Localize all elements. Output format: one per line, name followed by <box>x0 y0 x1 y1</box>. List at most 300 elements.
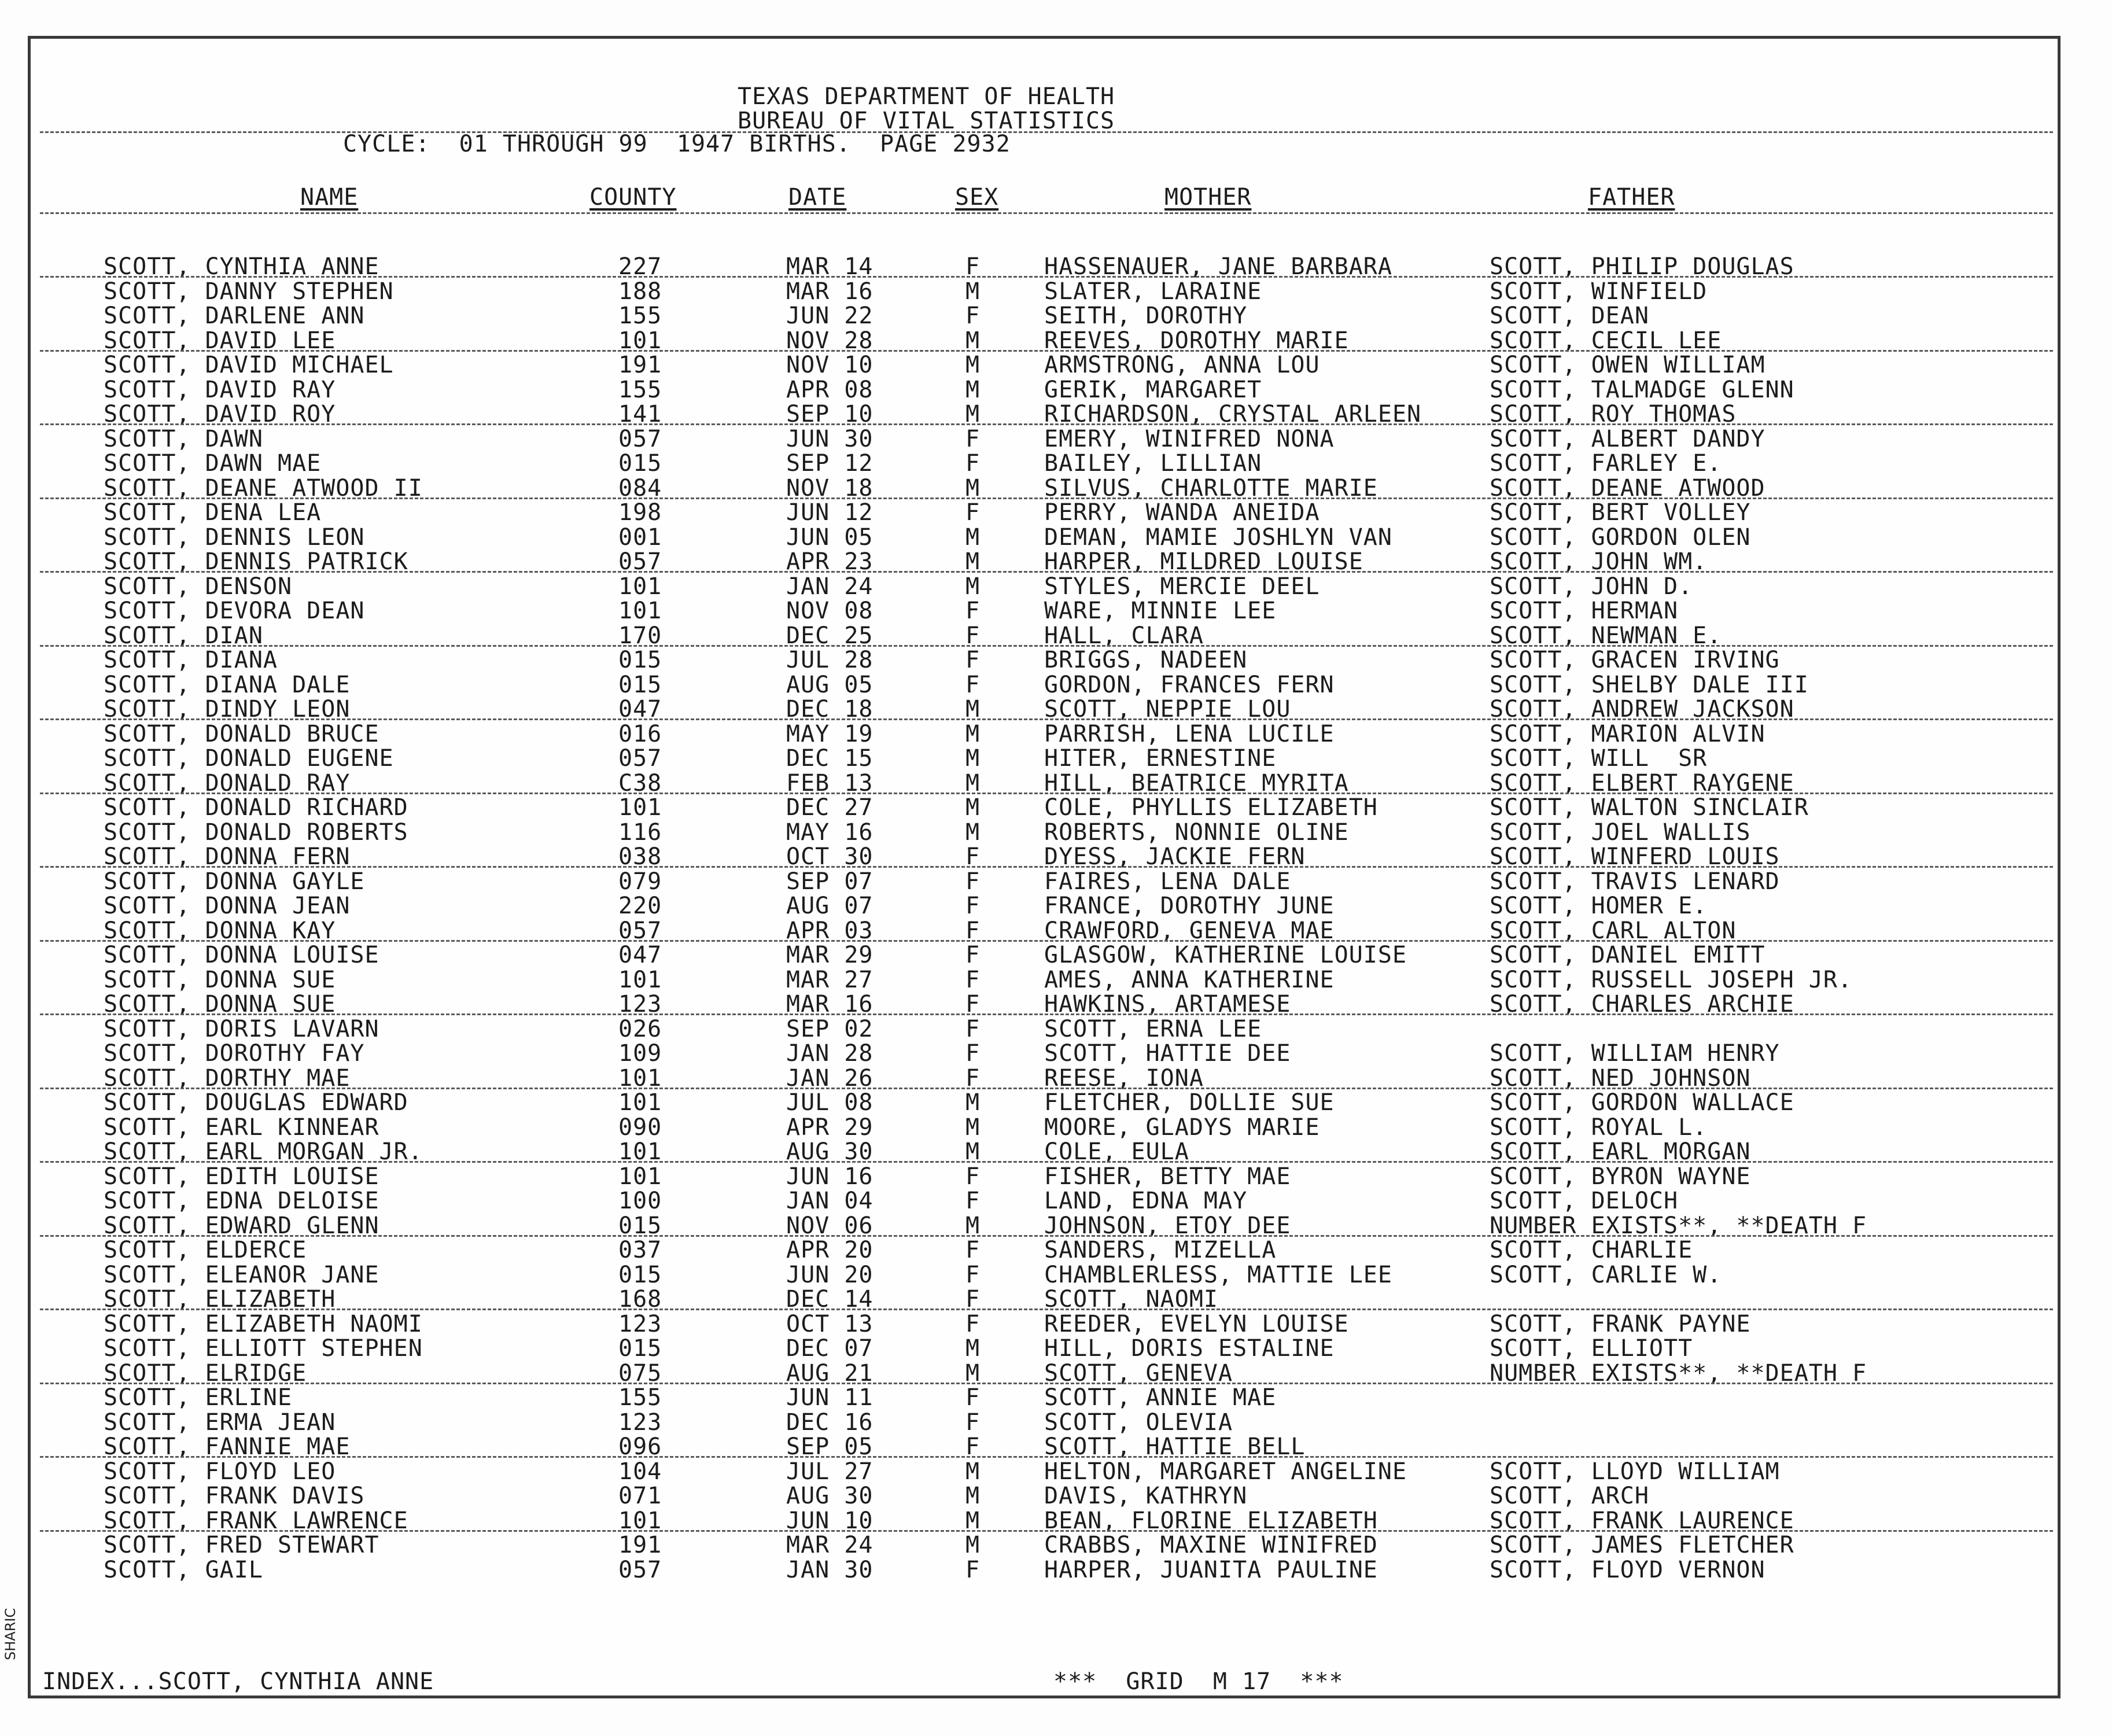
record-mother: HALL, CLARA <box>1044 622 1204 649</box>
record-mother: SLATER, LARAINE <box>1044 278 1262 305</box>
record-county: 057 <box>618 1556 662 1583</box>
record-sex: F <box>965 1286 981 1313</box>
record-sex: M <box>965 794 981 821</box>
record-mother: GLASGOW, KATHERINE LOUISE <box>1044 942 1407 968</box>
divider-header <box>40 212 2053 214</box>
record-date: NOV 28 <box>786 327 873 354</box>
record-name: SCOTT, FRANK LAWRENCE <box>104 1507 408 1534</box>
record-mother: FISHER, BETTY MAE <box>1044 1163 1291 1190</box>
record-sex: F <box>965 1310 981 1337</box>
record-name: SCOTT, DONNA LOUISE <box>104 942 379 968</box>
record-name: SCOTT, EARL MORGAN JR. <box>104 1138 423 1165</box>
record-father: SCOTT, WALTON SINCLAIR <box>1490 794 1809 821</box>
record-date: MAR 16 <box>786 991 873 1018</box>
row-group-divider <box>40 1456 2053 1458</box>
record-county: 015 <box>618 1261 662 1288</box>
record-county: 038 <box>618 843 662 870</box>
record-name: SCOTT, EDWARD GLENN <box>104 1212 379 1239</box>
record-county: C38 <box>618 769 662 797</box>
record-sex: M <box>965 474 981 502</box>
record-county: 001 <box>618 524 662 551</box>
record-name: SCOTT, DAWN <box>104 425 263 452</box>
record-date: MAY 19 <box>786 720 873 747</box>
record-sex: M <box>965 376 981 403</box>
record-sex: F <box>965 1433 981 1460</box>
record-date: SEP 05 <box>786 1433 873 1460</box>
record-father: SCOTT, TALMADGE GLENN <box>1490 376 1794 403</box>
record-father: SCOTT, GORDON OLEN <box>1490 524 1751 551</box>
record-date: APR 23 <box>786 548 873 575</box>
record-father: SCOTT, MARION ALVIN <box>1490 720 1765 747</box>
record-sex: F <box>965 942 981 968</box>
record-county: 015 <box>618 450 662 477</box>
record-county: 057 <box>618 425 662 452</box>
record-father: SCOTT, ARCH <box>1490 1483 1649 1509</box>
record-father: SCOTT, HOMER E. <box>1490 893 1708 919</box>
record-father: SCOTT, NED JOHNSON <box>1490 1064 1751 1092</box>
record-sex: M <box>965 1507 981 1534</box>
record-date: DEC 15 <box>786 745 873 772</box>
record-mother: LAND, EDNA MAY <box>1044 1188 1248 1214</box>
record-sex: M <box>965 1138 981 1165</box>
footer-index: INDEX...SCOTT, CYNTHIA ANNE <box>42 1668 434 1695</box>
record-sex: M <box>965 278 981 305</box>
record-date: JAN 26 <box>786 1064 873 1092</box>
record-mother: HILL, DORIS ESTALINE <box>1044 1335 1335 1362</box>
record-sex: F <box>965 1261 981 1288</box>
row-group-divider <box>40 423 2053 425</box>
record-county: 155 <box>618 376 662 403</box>
record-sex: F <box>965 1064 981 1092</box>
record-name: SCOTT, DAVID LEE <box>104 327 336 354</box>
record-date: SEP 02 <box>786 1015 873 1042</box>
record-father: SCOTT, CHARLIE <box>1490 1237 1693 1263</box>
record-sex: M <box>965 745 981 772</box>
record-sex: F <box>965 1409 981 1436</box>
record-name: SCOTT, ELLIOTT STEPHEN <box>104 1335 423 1362</box>
record-county: 101 <box>618 1138 662 1165</box>
record-name: SCOTT, DAVID MICHAEL <box>104 352 394 378</box>
record-father: SCOTT, EARL MORGAN <box>1490 1138 1751 1165</box>
record-name: SCOTT, EDNA DELOISE <box>104 1188 379 1214</box>
record-father: SCOTT, FRANK LAURENCE <box>1490 1507 1794 1534</box>
record-date: DEC 14 <box>786 1286 873 1313</box>
record-sex: M <box>965 1483 981 1509</box>
record-father: SCOTT, CARLIE W. <box>1490 1261 1722 1288</box>
record-county: 123 <box>618 1409 662 1436</box>
record-father: SCOTT, WINFERD LOUIS <box>1490 843 1780 870</box>
record-name: SCOTT, DAVID RAY <box>104 376 336 403</box>
row-group-divider <box>40 1013 2053 1015</box>
record-county: 101 <box>618 1089 662 1116</box>
record-sex: M <box>965 1532 981 1558</box>
record-sex: F <box>965 450 981 477</box>
record-date: NOV 06 <box>786 1212 873 1239</box>
col-header-sex: SEX <box>955 184 999 211</box>
record-date: JUN 12 <box>786 499 873 526</box>
record-date: NOV 10 <box>786 352 873 378</box>
record-name: SCOTT, DONNA GAYLE <box>104 868 365 895</box>
record-name: SCOTT, DONALD BRUCE <box>104 720 379 747</box>
record-mother: FLETCHER, DOLLIE SUE <box>1044 1089 1335 1116</box>
record-date: MAR 14 <box>786 253 873 280</box>
record-father: SCOTT, FLOYD VERNON <box>1490 1556 1765 1583</box>
record-date: MAY 16 <box>786 819 873 846</box>
record-mother: DEMAN, MAMIE JOSHLYN VAN <box>1044 524 1392 551</box>
record-county: 104 <box>618 1458 662 1485</box>
record-date: JAN 24 <box>786 573 873 600</box>
record-sex: M <box>965 720 981 747</box>
record-date: NOV 18 <box>786 474 873 502</box>
record-sex: F <box>965 1188 981 1214</box>
record-name: SCOTT, ELEANOR JANE <box>104 1261 379 1288</box>
record-father: SCOTT, NEWMAN E. <box>1490 622 1722 649</box>
record-mother: SCOTT, HATTIE DEE <box>1044 1040 1291 1067</box>
record-name: SCOTT, DONNA KAY <box>104 917 336 944</box>
record-sex: F <box>965 671 981 698</box>
record-date: SEP 10 <box>786 401 873 427</box>
record-county: 096 <box>618 1433 662 1460</box>
record-father: SCOTT, JAMES FLETCHER <box>1490 1532 1794 1558</box>
record-sex: M <box>965 327 981 354</box>
record-sex: F <box>965 598 981 624</box>
record-sex: F <box>965 425 981 452</box>
record-county: 155 <box>618 1384 662 1411</box>
record-sex: M <box>965 1212 981 1239</box>
row-group-divider <box>40 571 2053 573</box>
record-sex: F <box>965 1163 981 1190</box>
record-date: JUN 30 <box>786 425 873 452</box>
record-father: SCOTT, PHILIP DOUGLAS <box>1490 253 1794 280</box>
record-mother: PARRISH, LENA LUCILE <box>1044 720 1335 747</box>
record-date: SEP 12 <box>786 450 873 477</box>
record-date: JUL 08 <box>786 1089 873 1116</box>
record-date: DEC 16 <box>786 1409 873 1436</box>
record-date: APR 20 <box>786 1237 873 1263</box>
record-county: 016 <box>618 720 662 747</box>
record-name: SCOTT, DEANE ATWOOD II <box>104 474 423 502</box>
record-name: SCOTT, DIAN <box>104 622 263 649</box>
record-mother: HARPER, MILDRED LOUISE <box>1044 548 1363 575</box>
record-name: SCOTT, DONALD RAY <box>104 769 351 797</box>
record-father: SCOTT, OWEN WILLIAM <box>1490 352 1765 378</box>
record-mother: SEITH, DOROTHY <box>1044 303 1248 329</box>
record-name: SCOTT, FRED STEWART <box>104 1532 379 1558</box>
record-county: 101 <box>618 327 662 354</box>
record-county: 101 <box>618 1163 662 1190</box>
record-date: JUN 16 <box>786 1163 873 1190</box>
record-mother: GORDON, FRANCES FERN <box>1044 671 1335 698</box>
record-date: AUG 21 <box>786 1359 873 1387</box>
record-father: SCOTT, BYRON WAYNE <box>1490 1163 1751 1190</box>
record-mother: CHAMBLERLESS, MATTIE LEE <box>1044 1261 1392 1288</box>
record-father: SCOTT, HERMAN <box>1490 598 1679 624</box>
record-mother: AMES, ANNA KATHERINE <box>1044 966 1335 993</box>
record-county: 101 <box>618 1064 662 1092</box>
record-name: SCOTT, DORIS LAVARN <box>104 1015 379 1042</box>
record-sex: M <box>965 1359 981 1387</box>
record-sex: M <box>965 819 981 846</box>
record-date: AUG 07 <box>786 893 873 919</box>
record-date: MAR 24 <box>786 1532 873 1558</box>
record-county: 015 <box>618 1212 662 1239</box>
record-mother: BAILEY, LILLIAN <box>1044 450 1262 477</box>
record-date: SEP 07 <box>786 868 873 895</box>
record-mother: FAIRES, LENA DALE <box>1044 868 1291 895</box>
record-sex: F <box>965 253 981 280</box>
title-vital-statistics: BUREAU OF VITAL STATISTICS <box>738 108 1115 134</box>
record-date: JUN 10 <box>786 1507 873 1534</box>
record-county: 079 <box>618 868 662 895</box>
record-father: SCOTT, ELLIOTT <box>1490 1335 1693 1362</box>
record-county: 047 <box>618 696 662 723</box>
side-label: SHARIC <box>2 1608 19 1660</box>
record-date: OCT 30 <box>786 843 873 870</box>
record-mother: COLE, EULA <box>1044 1138 1189 1165</box>
record-mother: ROBERTS, NONNIE OLINE <box>1044 819 1349 846</box>
record-county: 047 <box>618 942 662 968</box>
record-father: SCOTT, ROY THOMAS <box>1490 401 1737 427</box>
record-name: SCOTT, DIANA <box>104 647 278 673</box>
record-sex: M <box>965 401 981 427</box>
record-mother: HASSENAUER, JANE BARBARA <box>1044 253 1392 280</box>
record-father: SCOTT, ALBERT DANDY <box>1490 425 1765 452</box>
record-sex: M <box>965 696 981 723</box>
record-county: 015 <box>618 1335 662 1362</box>
record-county: 026 <box>618 1015 662 1042</box>
record-name: SCOTT, ELRIDGE <box>104 1359 307 1387</box>
record-name: SCOTT, FANNIE MAE <box>104 1433 351 1460</box>
record-name: SCOTT, DARLENE ANN <box>104 303 365 329</box>
record-mother: EMERY, WINIFRED NONA <box>1044 425 1335 452</box>
col-header-name: NAME <box>300 184 359 211</box>
record-father: SCOTT, TRAVIS LENARD <box>1490 868 1780 895</box>
record-name: SCOTT, DOROTHY FAY <box>104 1040 365 1067</box>
record-sex: F <box>965 868 981 895</box>
record-name: SCOTT, DENNIS PATRICK <box>104 548 408 575</box>
record-father: SCOTT, CECIL LEE <box>1490 327 1722 354</box>
record-county: 116 <box>618 819 662 846</box>
record-county: 057 <box>618 745 662 772</box>
record-county: 101 <box>618 573 662 600</box>
record-father: SCOTT, GRACEN IRVING <box>1490 647 1780 673</box>
record-father: SCOTT, JOHN D. <box>1490 573 1693 600</box>
record-name: SCOTT, ELIZABETH NAOMI <box>104 1310 423 1337</box>
record-county: 037 <box>618 1237 662 1263</box>
record-county: 188 <box>618 278 662 305</box>
col-header-father: FATHER <box>1588 184 1675 211</box>
record-mother: GERIK, MARGARET <box>1044 376 1262 403</box>
record-sex: M <box>965 769 981 797</box>
record-father: SCOTT, SHELBY DALE III <box>1490 671 1809 698</box>
record-county: 015 <box>618 671 662 698</box>
record-mother: SANDERS, MIZELLA <box>1044 1237 1277 1263</box>
record-name: SCOTT, DONALD RICHARD <box>104 794 408 821</box>
record-county: 123 <box>618 991 662 1018</box>
record-sex: M <box>965 352 981 378</box>
record-county: 075 <box>618 1359 662 1387</box>
record-name: SCOTT, DANNY STEPHEN <box>104 278 394 305</box>
record-name: SCOTT, DENA LEA <box>104 499 322 526</box>
col-header-date: DATE <box>788 184 847 211</box>
record-mother: SILVUS, CHARLOTTE MARIE <box>1044 474 1378 502</box>
record-county: 057 <box>618 548 662 575</box>
record-mother: WARE, MINNIE LEE <box>1044 598 1277 624</box>
record-date: JAN 28 <box>786 1040 873 1067</box>
row-group-divider <box>40 866 2053 868</box>
record-name: SCOTT, ERMA JEAN <box>104 1409 336 1436</box>
record-mother: ARMSTRONG, ANNA LOU <box>1044 352 1320 378</box>
record-father: NUMBER EXISTS**, **DEATH F <box>1490 1359 1867 1387</box>
record-county: 191 <box>618 1532 662 1558</box>
record-father: SCOTT, DELOCH <box>1490 1188 1679 1214</box>
record-name: SCOTT, DONNA SUE <box>104 991 336 1018</box>
record-mother: HAWKINS, ARTAMESE <box>1044 991 1291 1018</box>
record-mother: SCOTT, OLEVIA <box>1044 1409 1233 1436</box>
record-father: SCOTT, FARLEY E. <box>1490 450 1722 477</box>
record-county: 057 <box>618 917 662 944</box>
record-date: AUG 30 <box>786 1138 873 1165</box>
record-county: 220 <box>618 893 662 919</box>
record-father: SCOTT, DANIEL EMITT <box>1490 942 1765 968</box>
cycle-line: CYCLE: 01 THROUGH 99 1947 BIRTHS. PAGE 2932 <box>343 131 1011 157</box>
record-father: SCOTT, CARL ALTON <box>1490 917 1737 944</box>
record-sex: M <box>965 573 981 600</box>
row-group-divider <box>40 718 2053 720</box>
record-date: FEB 13 <box>786 769 873 797</box>
record-date: JUN 11 <box>786 1384 873 1411</box>
record-name: SCOTT, EDITH LOUISE <box>104 1163 379 1190</box>
record-date: AUG 05 <box>786 671 873 698</box>
record-county: 101 <box>618 966 662 993</box>
record-date: MAR 29 <box>786 942 873 968</box>
record-mother: REESE, IONA <box>1044 1064 1204 1092</box>
record-county: 123 <box>618 1310 662 1337</box>
record-father: NUMBER EXISTS**, **DEATH F <box>1490 1212 1867 1239</box>
record-name: SCOTT, ELDERCE <box>104 1237 307 1263</box>
record-county: 090 <box>618 1114 662 1141</box>
row-group-divider <box>40 1161 2053 1163</box>
record-date: JUL 27 <box>786 1458 873 1485</box>
record-name: SCOTT, DAVID ROY <box>104 401 336 427</box>
record-sex: F <box>965 303 981 329</box>
record-mother: JOHNSON, ETOY DEE <box>1044 1212 1291 1239</box>
record-father: SCOTT, GORDON WALLACE <box>1490 1089 1794 1116</box>
record-father: SCOTT, WINFIELD <box>1490 278 1708 305</box>
col-header-mother: MOTHER <box>1164 184 1252 211</box>
record-county: 101 <box>618 794 662 821</box>
record-name: SCOTT, ELIZABETH <box>104 1286 336 1313</box>
record-mother: HITER, ERNESTINE <box>1044 745 1277 772</box>
record-mother: HILL, BEATRICE MYRITA <box>1044 769 1349 797</box>
record-name: SCOTT, DIANA DALE <box>104 671 351 698</box>
record-name: SCOTT, EARL KINNEAR <box>104 1114 379 1141</box>
record-county: 170 <box>618 622 662 649</box>
printout-sheet <box>28 36 2061 1698</box>
record-name: SCOTT, DENNIS LEON <box>104 524 365 551</box>
record-name: SCOTT, ERLINE <box>104 1384 293 1411</box>
record-date: JUN 05 <box>786 524 873 551</box>
record-father: SCOTT, CHARLES ARCHIE <box>1490 991 1794 1018</box>
record-sex: F <box>965 1040 981 1067</box>
record-mother: RICHARDSON, CRYSTAL ARLEEN <box>1044 401 1422 427</box>
record-county: 155 <box>618 303 662 329</box>
record-mother: REEDER, EVELYN LOUISE <box>1044 1310 1349 1337</box>
record-county: 168 <box>618 1286 662 1313</box>
record-county: 109 <box>618 1040 662 1067</box>
record-sex: F <box>965 1556 981 1583</box>
record-name: SCOTT, DONNA SUE <box>104 966 336 993</box>
record-county: 101 <box>618 1507 662 1534</box>
record-mother: SCOTT, NAOMI <box>1044 1286 1218 1313</box>
record-sex: M <box>965 1458 981 1485</box>
record-sex: F <box>965 1237 981 1263</box>
record-name: SCOTT, DINDY LEON <box>104 696 351 723</box>
record-father: SCOTT, JOEL WALLIS <box>1490 819 1751 846</box>
record-name: SCOTT, DONALD ROBERTS <box>104 819 408 846</box>
footer-grid: *** GRID M 17 *** <box>1053 1668 1344 1695</box>
record-sex: F <box>965 917 981 944</box>
record-name: SCOTT, CYNTHIA ANNE <box>104 253 379 280</box>
row-group-divider <box>40 276 2053 278</box>
record-date: DEC 27 <box>786 794 873 821</box>
record-mother: SCOTT, GENEVA <box>1044 1359 1233 1387</box>
record-sex: F <box>965 893 981 919</box>
record-sex: M <box>965 1089 981 1116</box>
record-father: SCOTT, WILLIAM HENRY <box>1490 1040 1780 1067</box>
record-mother: DAVIS, KATHRYN <box>1044 1483 1248 1509</box>
record-mother: SCOTT, ERNA LEE <box>1044 1015 1262 1042</box>
record-mother: DYESS, JACKIE FERN <box>1044 843 1306 870</box>
record-mother: PERRY, WANDA ANEIDA <box>1044 499 1320 526</box>
record-date: JUN 22 <box>786 303 873 329</box>
record-name: SCOTT, GAIL <box>104 1556 263 1583</box>
record-mother: HARPER, JUANITA PAULINE <box>1044 1556 1378 1583</box>
record-name: SCOTT, DORTHY MAE <box>104 1064 351 1092</box>
record-date: OCT 13 <box>786 1310 873 1337</box>
record-county: 141 <box>618 401 662 427</box>
row-group-divider <box>40 1309 2053 1310</box>
record-date: JUN 20 <box>786 1261 873 1288</box>
record-date: JAN 30 <box>786 1556 873 1583</box>
record-mother: COLE, PHYLLIS ELIZABETH <box>1044 794 1378 821</box>
record-father: SCOTT, FRANK PAYNE <box>1490 1310 1751 1337</box>
record-name: SCOTT, DONNA JEAN <box>104 893 351 919</box>
record-name: SCOTT, DAWN MAE <box>104 450 322 477</box>
record-county: 100 <box>618 1188 662 1214</box>
record-name: SCOTT, DONNA FERN <box>104 843 351 870</box>
record-mother: MOORE, GLADYS MARIE <box>1044 1114 1320 1141</box>
record-name: SCOTT, DEVORA DEAN <box>104 598 365 624</box>
record-father: SCOTT, ELBERT RAYGENE <box>1490 769 1794 797</box>
record-mother: FRANCE, DOROTHY JUNE <box>1044 893 1335 919</box>
record-date: MAR 27 <box>786 966 873 993</box>
record-date: DEC 18 <box>786 696 873 723</box>
record-father: SCOTT, BERT VOLLEY <box>1490 499 1751 526</box>
record-name: SCOTT, DONALD EUGENE <box>104 745 394 772</box>
record-father: SCOTT, DEAN <box>1490 303 1649 329</box>
record-mother: CRABBS, MAXINE WINIFRED <box>1044 1532 1378 1558</box>
record-father: SCOTT, ROYAL L. <box>1490 1114 1708 1141</box>
record-sex: F <box>965 499 981 526</box>
record-sex: M <box>965 524 981 551</box>
record-father: SCOTT, RUSSELL JOSEPH JR. <box>1490 966 1853 993</box>
record-mother: SCOTT, ANNIE MAE <box>1044 1384 1277 1411</box>
record-sex: F <box>965 843 981 870</box>
record-mother: BEAN, FLORINE ELIZABETH <box>1044 1507 1378 1534</box>
record-county: 015 <box>618 647 662 673</box>
record-father: SCOTT, WILL SR <box>1490 745 1708 772</box>
